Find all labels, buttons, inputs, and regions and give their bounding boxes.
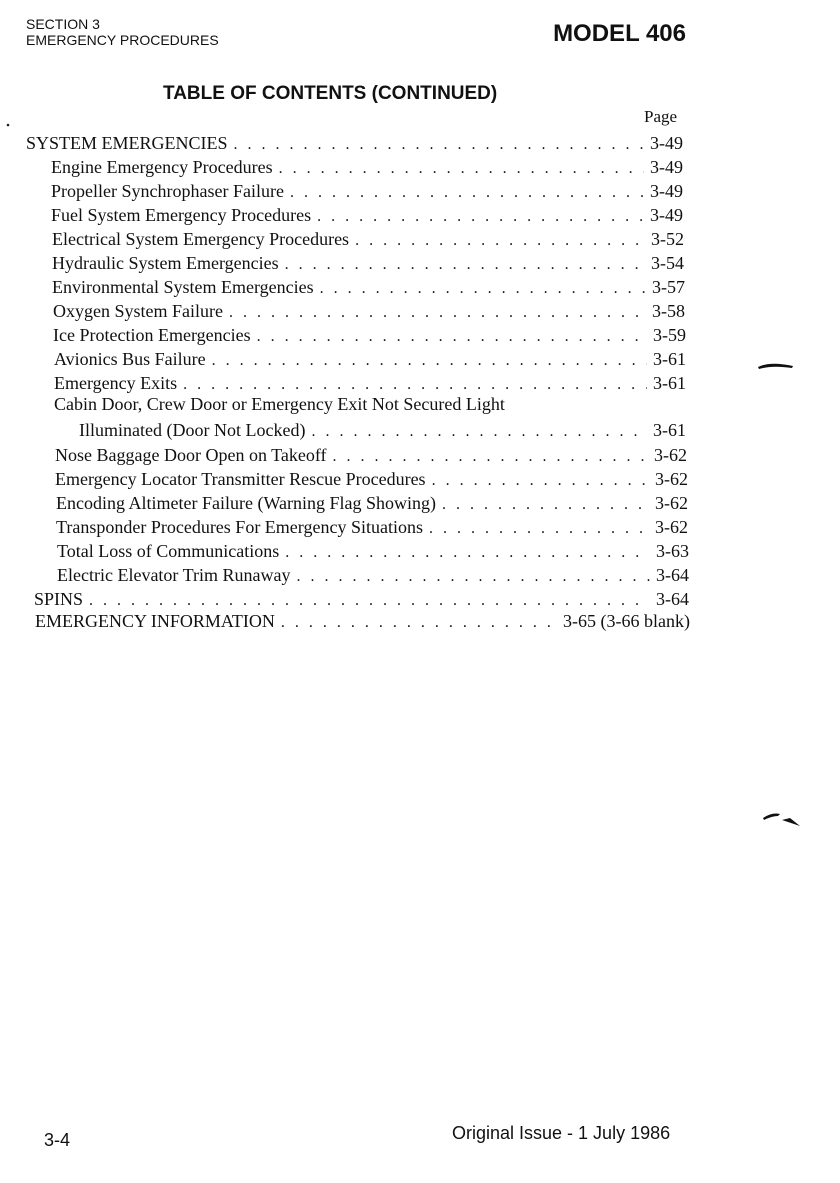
toc-entry-label: Environmental System Emergencies: [52, 277, 314, 297]
toc-entry-page: 3-62: [655, 493, 688, 513]
toc-entry-label: Fuel System Emergency Procedures: [51, 205, 312, 225]
toc-entry-label: Propeller Synchrophaser Failure: [51, 181, 284, 201]
toc-entry-label: Oxygen System Failure: [53, 301, 223, 321]
toc-entry: [56, 517, 688, 538]
leader-dots: [285, 256, 645, 274]
toc-entry-page: 3-64: [656, 565, 689, 585]
toc-entry-label: Electric Elevator Trim Runaway: [57, 565, 291, 585]
toc-entry-label: SPINS: [34, 589, 84, 609]
leader-dots: [285, 544, 650, 562]
toc-entry-label: Cabin Door, Crew Door or Emergency Exit Not Secured Light: [54, 394, 505, 414]
toc-entry-page: 3-57: [652, 277, 685, 297]
toc-entry-page: 3-62: [655, 517, 688, 537]
toc-entry-label: Engine Emergency Procedures: [51, 157, 273, 177]
toc-entry: [54, 349, 686, 370]
toc-entry: [57, 541, 689, 562]
toc-entry: [51, 157, 683, 178]
page-number: 3-4: [44, 1130, 71, 1150]
toc-entry-label: SYSTEM EMERGENCIES: [26, 133, 228, 153]
toc-entry-page: 3-63: [656, 541, 689, 561]
scan-speck: [5, 122, 11, 128]
toc-entry: [55, 445, 687, 466]
leader-dots: [311, 423, 647, 441]
leader-dots: [212, 352, 647, 370]
toc-entry-label: Transponder Procedures For Emergency Situations: [56, 517, 423, 537]
leader-dots: [320, 280, 646, 298]
toc-entry-label: Electrical System Emergency Procedures: [52, 229, 350, 249]
toc-entry: [57, 565, 689, 586]
section-number: SECTION 3: [26, 16, 100, 32]
toc-entry: [52, 277, 685, 298]
toc-entry-page: 3-64: [656, 589, 689, 609]
toc-entry: [35, 611, 690, 632]
toc-entry: [55, 469, 688, 490]
toc-entry-label: Hydraulic System Emergencies: [52, 253, 279, 273]
toc-entry-page: 3-61: [653, 420, 686, 440]
page-column-label: Page: [644, 107, 678, 126]
model-title: MODEL 406: [553, 20, 686, 47]
leader-dots: [296, 568, 650, 586]
toc-entry-page: 3-58: [652, 301, 685, 321]
leader-dots: [234, 136, 644, 154]
toc-entry-continuation: Illuminated (Door Not Locked): [79, 420, 306, 440]
section-title: EMERGENCY PROCEDURES: [26, 32, 219, 48]
leader-dots: [257, 328, 647, 346]
revision-mark: [760, 806, 802, 830]
leader-dots: [317, 208, 644, 226]
toc-title: TABLE OF CONTENTS (CONTINUED): [163, 83, 498, 104]
toc-entry-page: 3-49: [650, 133, 683, 153]
leader-dots: [229, 304, 646, 322]
leader-dots: [333, 448, 648, 466]
leader-dots: [290, 184, 644, 202]
toc-entry-page: 3-62: [654, 445, 687, 465]
toc-entry-label: Encoding Altimeter Failure (Warning Flag Showing): [56, 493, 436, 513]
leader-dots: [281, 614, 557, 632]
toc-entry-page: 3-61: [653, 373, 686, 393]
toc-entry-page: 3-52: [651, 229, 684, 249]
leader-dots: [432, 472, 649, 490]
leader-dots: [279, 160, 644, 178]
issue-date: Original Issue - 1 July 1986: [452, 1123, 671, 1143]
toc-entry-page: 3-49: [650, 157, 683, 177]
toc-entry: [79, 420, 686, 441]
toc-entry: [51, 181, 683, 202]
toc-entry-label: Nose Baggage Door Open on Takeoff: [55, 445, 327, 465]
leader-dots: [183, 376, 647, 394]
section-header: [26, 16, 219, 48]
toc-entry: [52, 253, 684, 274]
toc-entry: [51, 205, 683, 226]
toc-entry: [53, 301, 685, 322]
toc-entry-page: 3-54: [651, 253, 684, 273]
leader-dots: [442, 496, 649, 514]
toc-entry-page: 3-59: [653, 325, 686, 345]
toc-entry-page: 3-61: [653, 349, 686, 369]
toc-entry: [52, 229, 684, 250]
toc-entry: [34, 589, 689, 610]
toc-entry-page: 3-65 (3-66 blank): [563, 611, 690, 631]
toc-entry-page: 3-49: [650, 205, 683, 225]
toc-entry: [54, 373, 686, 394]
toc-entry-label: Ice Protection Emergencies: [53, 325, 251, 345]
toc-entry-label: EMERGENCY INFORMATION: [35, 611, 275, 631]
leader-dots: [89, 592, 650, 610]
toc-entry: [26, 133, 683, 154]
toc-entry-page: 3-49: [650, 181, 683, 201]
leader-dots: [355, 232, 645, 250]
toc-entry-label: Emergency Exits: [54, 373, 178, 393]
toc-entry: [56, 493, 688, 514]
toc-entry: [53, 325, 686, 346]
toc-entry-label: Emergency Locator Transmitter Rescue Procedures: [55, 469, 426, 489]
toc-entry-label: Total Loss of Communications: [57, 541, 280, 561]
toc-entry-label: Avionics Bus Failure: [54, 349, 206, 369]
leader-dots: [429, 520, 649, 538]
toc-entry-page: 3-62: [655, 469, 688, 489]
revision-mark: [756, 358, 796, 374]
